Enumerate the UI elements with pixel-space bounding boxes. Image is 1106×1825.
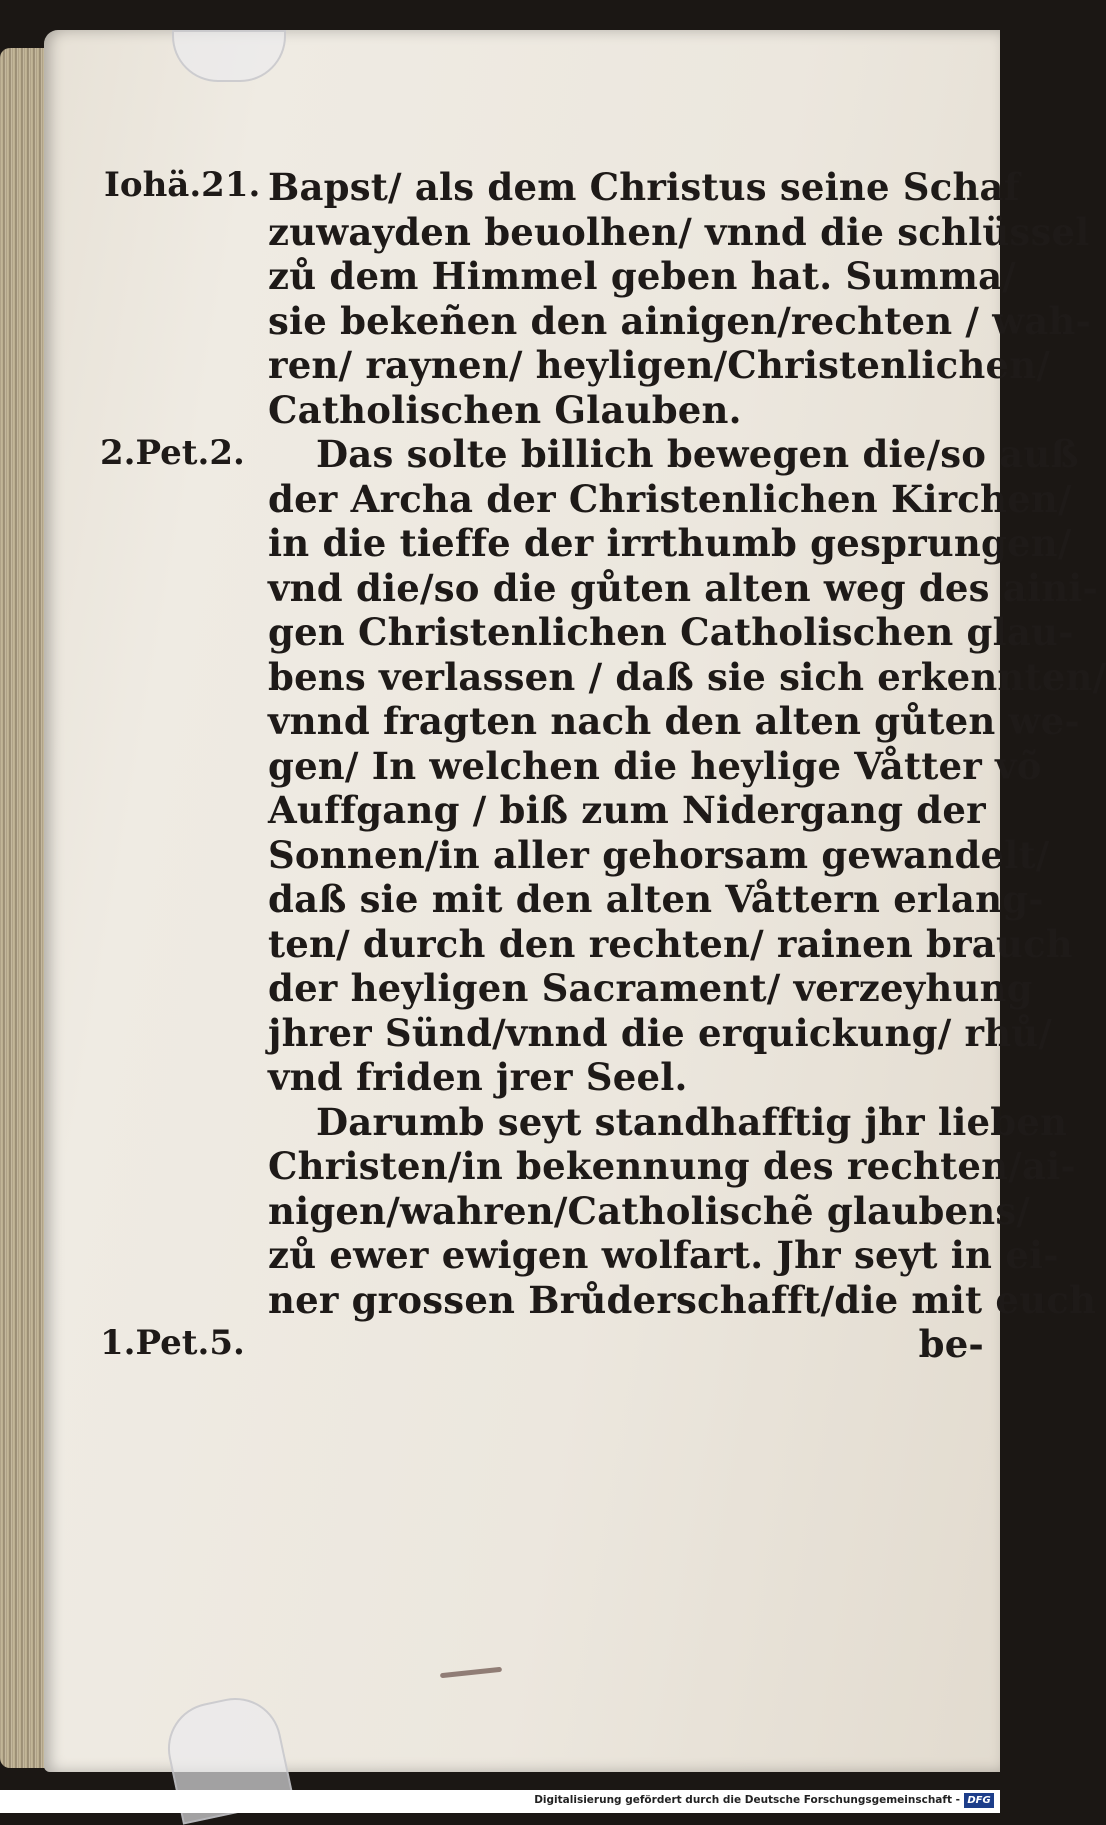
footer-bar — [0, 1790, 1000, 1813]
dfg-logo: DFG — [964, 1793, 994, 1808]
text-line: Christen/in bekennung des rechten/ai- — [268, 1144, 1076, 1188]
text-line: Catholischen Glauben. — [268, 387, 742, 432]
text-line: vnd die/so die gůten alten weg des aini- — [268, 565, 1099, 610]
text-line: zů ewer ewigen wolfart. Jhr seyt in ei- — [268, 1233, 1059, 1277]
text-line: bens verlassen / daß sie sich erkennten/ — [268, 654, 1106, 699]
text-line: ren/ raynen/ heyligen/Christenlichen/ — [268, 343, 1051, 387]
text-line: Auffgang / biß zum Nidergang der — [268, 788, 986, 832]
text-line: in die tieffe der irrthumb gesprungen/ — [268, 521, 1072, 565]
text-line: zů dem Himmel geben hat. Summa/ — [268, 254, 1016, 298]
catchword: be- — [918, 1322, 984, 1366]
text-line: daß sie mit den alten Våttern erlang- — [268, 877, 1044, 921]
text-line: jhrer Sünd/vnnd die erquickung/ rhů/ — [268, 1010, 1053, 1055]
text-line: ten/ durch den rechten/ rainen brauch — [268, 921, 1073, 966]
text-line: Sonnen/in aller gehorsam gewandelt/ — [268, 832, 1050, 877]
text-line: gen Christenlichen Catholischen glau- — [268, 610, 1074, 654]
body-text — [268, 165, 1106, 1367]
text-line: der heyligen Sacrament/ verzeyhung — [268, 966, 1033, 1010]
text-line: ner grossen Brůderschafft/die mit euch — [268, 1277, 1097, 1322]
text-line: vnnd fragten nach den alten gůten we- — [268, 699, 1080, 743]
text-line: Das solte billich bewegen die/so auß — [316, 432, 1079, 476]
text-line: vnd friden jrer Seel. — [268, 1055, 688, 1099]
text-line: gen/ In welchen die heylige Våtter võ — [268, 743, 1042, 788]
text-line: sie bekeñen den ainigen/rechten / wah- — [268, 298, 1092, 343]
text-line: Darumb seyt standhafftig jhr lieben — [316, 1099, 1068, 1144]
text-line: zuwayden beuolhen/ vnnd die schlüssel — [268, 209, 1090, 254]
text-line: nigen/wahren/Catholischẽ glaubens/ — [268, 1188, 1031, 1233]
footer-credit: Digitalisierung gefördert durch die Deutsche Forschungsgemeinschaft - — [534, 1794, 960, 1806]
margin-note-1-petrus: 1.Pet.5. — [100, 1323, 245, 1363]
text-line: Bapst/ als dem Christus seine Schaf — [268, 165, 1020, 209]
text-line: der Archa der Christenlichen Kirchen/ — [268, 476, 1072, 521]
margin-note-johannes: Iohä.21. — [104, 165, 261, 205]
margin-note-2-petrus: 2.Pet.2. — [100, 433, 245, 473]
